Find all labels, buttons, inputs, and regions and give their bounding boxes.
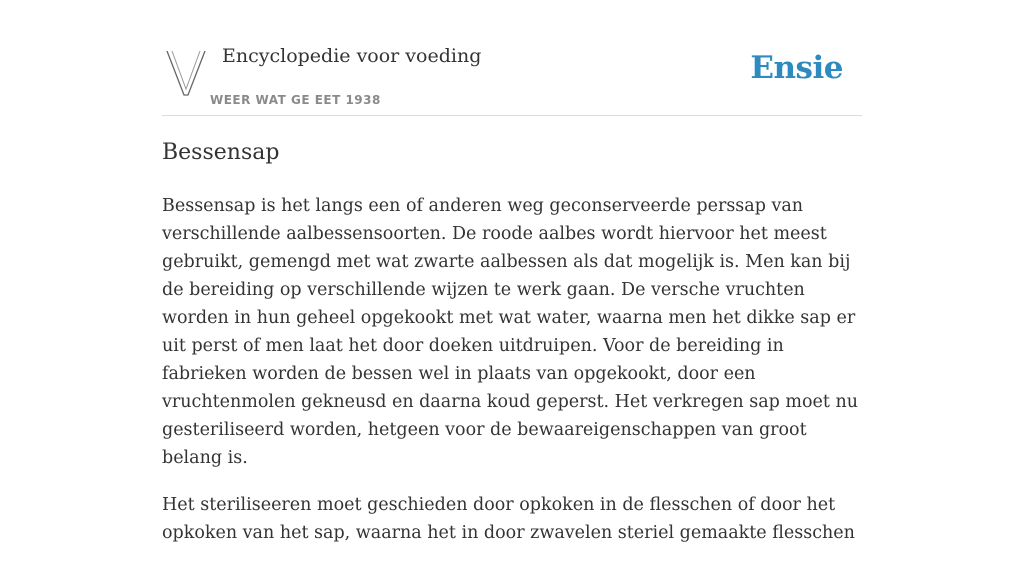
site-subtitle: WEER WAT GE EET 1938 <box>210 93 381 107</box>
site-header <box>162 0 862 116</box>
site-title[interactable]: Encyclopedie voor voeding <box>222 45 482 67</box>
content-container <box>162 0 862 543</box>
article-body <box>162 192 862 566</box>
article-paragraph: Het steriliseeren moet geschieden door opkoken in de flesschen of door het opkoken van het sap, waarna het in door zwavelen steriel gemaakte flesschen <box>162 495 855 543</box>
brand-logo[interactable]: Ensie <box>750 50 843 86</box>
article-paragraph: Bessensap is het langs een of anderen weg geconserveerde perssap van verschillende aalbessensoorten. De roode aalbes wordt hiervoor het meest gebruikt, gemengd met wat zwarte aalbessen als dat mogelijk is. Men kan bij de bereiding op verschillende wijzen te werk gaan. De versche vruchten worden in hun geheel opgekookt met wat water, waarna men het dikke sap er uit perst of men laat het door doeken uitdruipen. Voor de bereiding in fabrieken worden de bessen wel in plaats van opgekookt, door een vruchtenmolen gekneusd en daarna koud geperst. Het verkregen sap moet nu gesteriliseerd worden, hetgeen voor de bewaareigenschappen van groot belang is. <box>162 196 859 468</box>
v-logo-icon[interactable] <box>166 49 208 97</box>
article-title: Bessensap <box>162 140 280 165</box>
